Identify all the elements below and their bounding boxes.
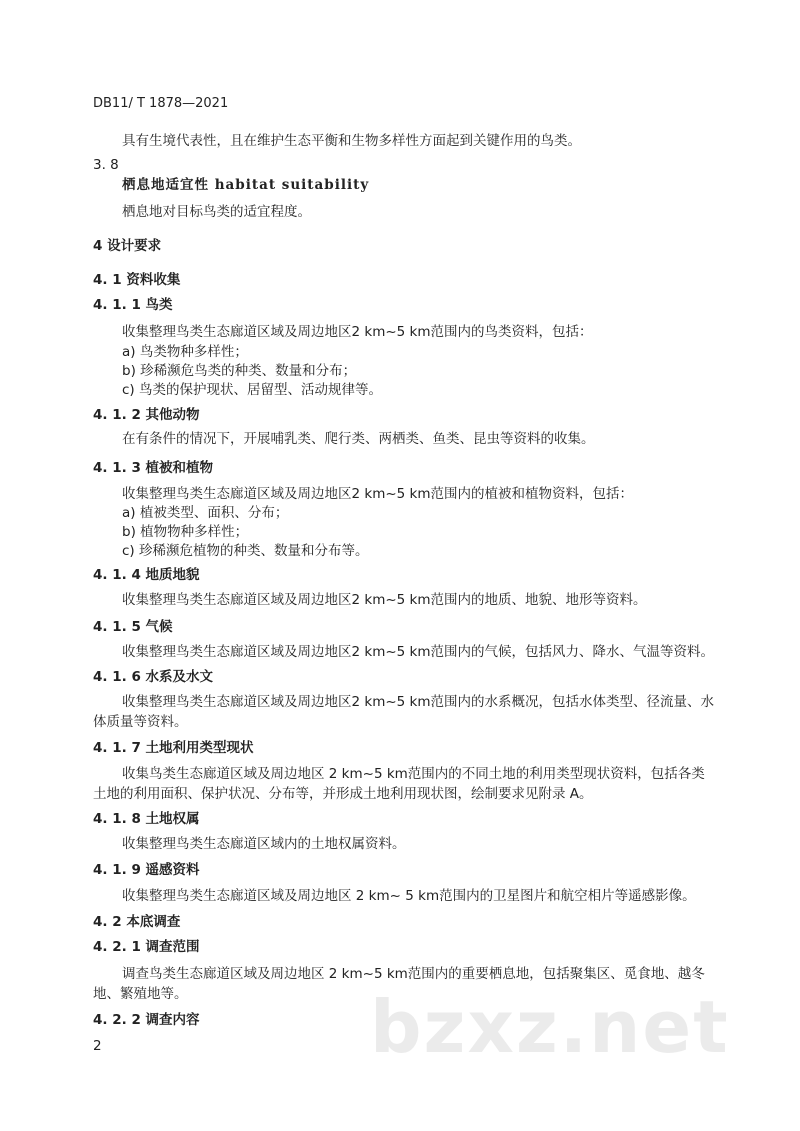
paragraph-line: 收集整理鸟类生态廊道区域及周边地区2 km~5 km范围内的气候，包括风力、降水、气温等资料。 [122,644,715,660]
list-item: b) 植物物种多样性； [122,524,249,540]
chapter-heading: 4 设计要求 [93,238,162,254]
watermark: bzxz.net [370,985,730,1069]
subsection-heading: 4. 1. 3 植被和植物 [93,460,214,476]
list-item: a) 鸟类物种多样性； [122,344,248,360]
paragraph-line: 收集整理鸟类生态廊道区域内的土地权属资料。 [122,836,406,852]
subsection-heading: 4. 1. 4 地质地貌 [93,567,200,583]
list-item: c) 鸟类的保护现状、居留型、活动规律等。 [122,382,382,398]
page-number: 2 [93,1038,102,1054]
list-item: a) 植被类型、面积、分布； [122,505,289,521]
paragraph-line: 收集整理鸟类生态廊道区域及周边地区 2 km~ 5 km范围内的卫星图片和航空相片等遥感影像。 [122,888,696,904]
paragraph-line: 收集鸟类生态廊道区域及周边地区 2 km~5 km范围内的不同土地的利用类型现状资料，包括各类 [122,766,705,782]
subsection-heading: 4. 1. 5 气候 [93,619,173,635]
paragraph-line: 收集整理鸟类生态廊道区域及周边地区2 km~5 km范围内的水系概况，包括水体类型、径流量、水 [122,694,715,710]
section-heading: 4. 1 资料收集 [93,272,181,288]
paragraph-line: 收集整理鸟类生态廊道区域及周边地区2 km~5 km范围内的植被和植物资料，包括： [122,486,634,502]
paragraph-line: 土地的利用面积、保护状况、分布等，并形成土地利用现状图，绘制要求见附录 A。 [93,786,593,802]
section-heading: 4. 2 本底调查 [93,914,181,930]
subsection-heading: 4. 1. 1 鸟类 [93,297,173,313]
subsection-heading: 4. 2. 1 调查范围 [93,939,200,955]
list-item: b) 珍稀濒危鸟类的种类、数量和分布； [122,363,357,379]
subsection-heading: 4. 2. 2 调查内容 [93,1012,200,1028]
term-title: 栖息地适宜性 habitat suitability [122,177,370,193]
section-number: 3. 8 [93,157,119,173]
paragraph-line: 在有条件的情况下，开展哺乳类、爬行类、两栖类、鱼类、昆虫等资料的收集。 [122,431,595,447]
paragraph-line: 调查鸟类生态廊道区域及周边地区 2 km~5 km范围内的重要栖息地，包括聚集区、觅食地、越冬 [122,966,705,982]
subsection-heading: 4. 1. 6 水系及水文 [93,669,214,685]
subsection-heading: 4. 1. 2 其他动物 [93,407,200,423]
subsection-heading: 4. 1. 9 遥感资料 [93,862,200,878]
paragraph-line: 体质量等资料。 [93,714,188,730]
paragraph-line: 具有生境代表性，且在维护生态平衡和生物多样性方面起到关键作用的鸟类。 [122,133,581,149]
subsection-heading: 4. 1. 8 土地权属 [93,811,200,827]
paragraph-line: 收集整理鸟类生态廊道区域及周边地区2 km~5 km范围内的地质、地貌、地形等资料。 [122,592,647,608]
list-item: c) 珍稀濒危植物的种类、数量和分布等。 [122,543,369,559]
paragraph-line: 地、繁殖地等。 [93,986,188,1002]
paragraph-line: 收集整理鸟类生态廊道区域及周边地区2 km~5 km范围内的鸟类资料，包括： [122,324,593,340]
doc-code: DB11/ T 1878—2021 [93,96,229,111]
term-definition: 栖息地对目标鸟类的适宜程度。 [122,204,311,220]
subsection-heading: 4. 1. 7 土地利用类型现状 [93,740,254,756]
